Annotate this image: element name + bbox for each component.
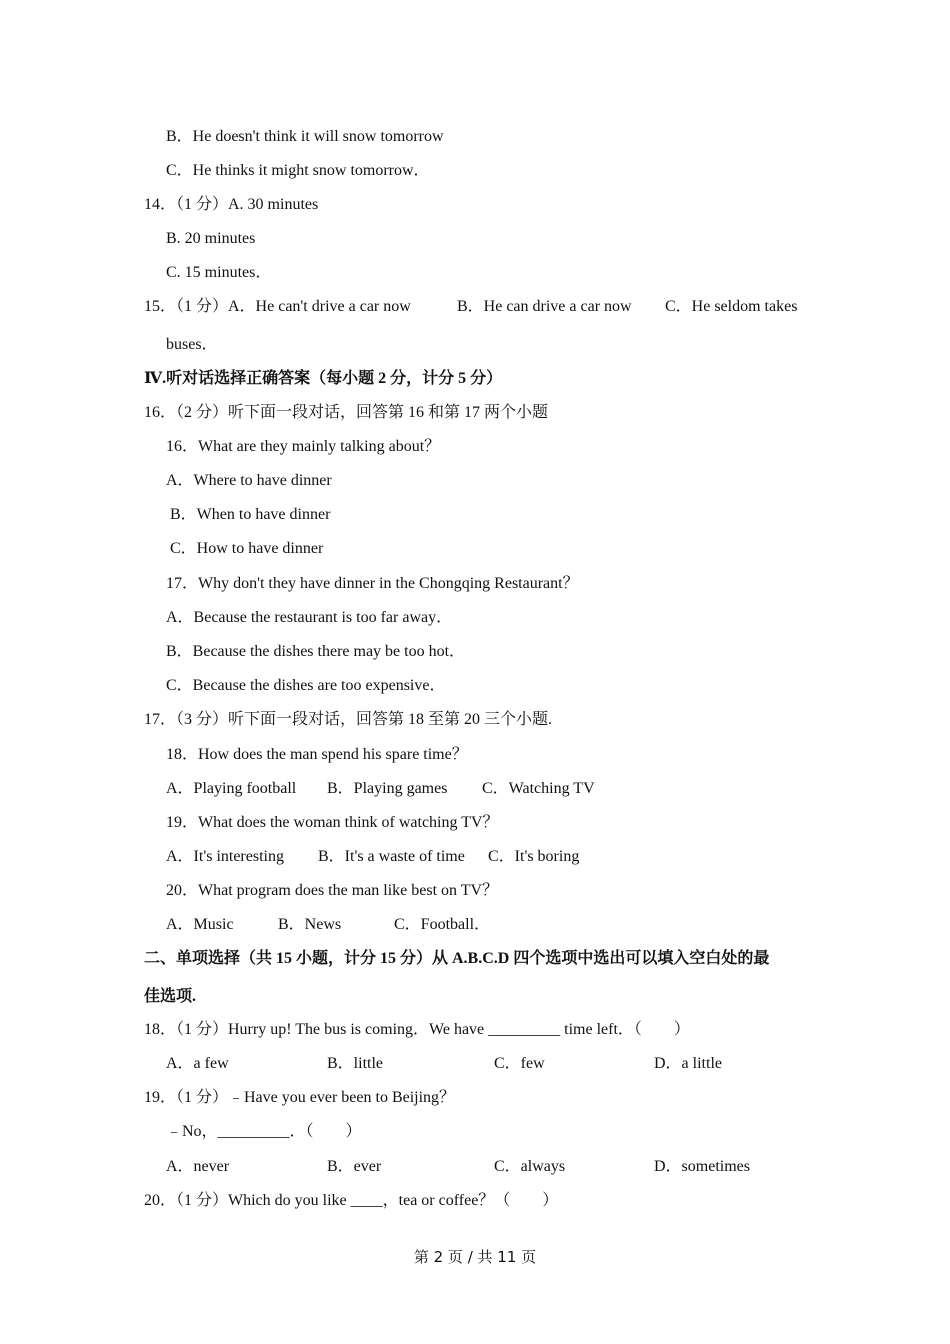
q17-stem: 17．（3 分）听下面一段对话，回答第 18 至第 20 三个小题.: [144, 711, 553, 728]
sub-q18-option-a: A．Playing football: [166, 780, 297, 797]
q18-option-c: C．few: [494, 1055, 545, 1072]
sub-q17-option-b: B．Because the dishes there may be too hot．: [166, 643, 466, 660]
q18-option-d: D．a little: [654, 1055, 722, 1072]
q14-option-a: 14．（1 分）A. 30 minutes: [144, 196, 319, 213]
sub-q19: 19．What does the woman think of watching TV？: [166, 814, 499, 831]
q20-stem: 20．（1 分）Which do you like ____，tea or coffee？（ ）: [144, 1192, 559, 1209]
page-footer: 第 2 页 / 共 11 页: [413, 1248, 537, 1266]
sub-q16-option-a: A．Where to have dinner: [166, 472, 332, 489]
q13-option-b: B．He doesn't think it will snow tomorrow: [166, 128, 444, 145]
q19-option-d: D．sometimes: [654, 1158, 750, 1175]
sub-q20-option-c: C．Football．: [394, 916, 491, 933]
q19-option-c: C．always: [494, 1158, 566, 1175]
q15-option-a: 15．（1 分）A．He can't drive a car now: [144, 298, 411, 315]
sub-q16: 16．What are they mainly talking about？: [166, 438, 441, 455]
q13-option-c: C．He thinks it might snow tomorrow．: [166, 162, 430, 179]
sub-q18-option-b: B．Playing games: [327, 780, 448, 797]
q19-option-b: B．ever: [327, 1158, 382, 1175]
q15-option-c-continued: buses．: [166, 336, 218, 353]
sub-q16-option-c: C．How to have dinner: [170, 540, 324, 557]
sub-q20-option-b: B．News: [278, 916, 342, 933]
sub-q17-option-a: A．Because the restaurant is too far away．: [166, 609, 453, 626]
sub-q20: 20．What program does the man like best on TV？: [166, 882, 499, 899]
sub-q19-option-c: C．It's boring: [488, 848, 580, 865]
q18-option-a: A．a few: [166, 1055, 229, 1072]
q14-option-c: C. 15 minutes．: [166, 264, 272, 281]
section-iv-heading: Ⅳ.听对话选择正确答案（每小题 2 分，计分 5 分）: [144, 370, 503, 387]
q18-stem: 18．（1 分）Hurry up! The bus is coming．We have _________ time left．（ ）: [144, 1021, 690, 1038]
sub-q20-option-a: A．Music: [166, 916, 234, 933]
sub-q18-option-c: C．Watching TV: [482, 780, 595, 797]
section-2-heading: 二、单项选择（共 15 小题，计分 15 分）从 A.B.C.D 四个选项中选出可以填入空白处的最: [144, 950, 770, 967]
q19-stem-reply: ﹣No，_________．（ ）: [166, 1123, 362, 1140]
q18-option-b: B．little: [327, 1055, 384, 1072]
sub-q19-option-b: B．It's a waste of time: [318, 848, 465, 865]
sub-q17-option-c: C．Because the dishes are too expensive．: [166, 677, 446, 694]
q16-stem: 16．（2 分）听下面一段对话，回答第 16 和第 17 两个小题: [144, 404, 549, 421]
q19-option-a: A．never: [166, 1158, 230, 1175]
sub-q17: 17．Why don't they have dinner in the Chongqing Restaurant？: [166, 575, 579, 592]
sub-q16-option-b: B．When to have dinner: [170, 506, 331, 523]
sub-q18: 18．How does the man spend his spare time？: [166, 746, 468, 763]
q19-stem: 19．（1 分）﹣Have you ever been to Beijing？: [144, 1089, 456, 1106]
section-2-heading-continued: 佳选项.: [144, 988, 197, 1005]
q14-option-b: B. 20 minutes: [166, 230, 256, 247]
q15-option-c: C．He seldom takes: [665, 298, 798, 315]
sub-q19-option-a: A．It's interesting: [166, 848, 284, 865]
q15-option-b: B．He can drive a car now: [457, 298, 632, 315]
